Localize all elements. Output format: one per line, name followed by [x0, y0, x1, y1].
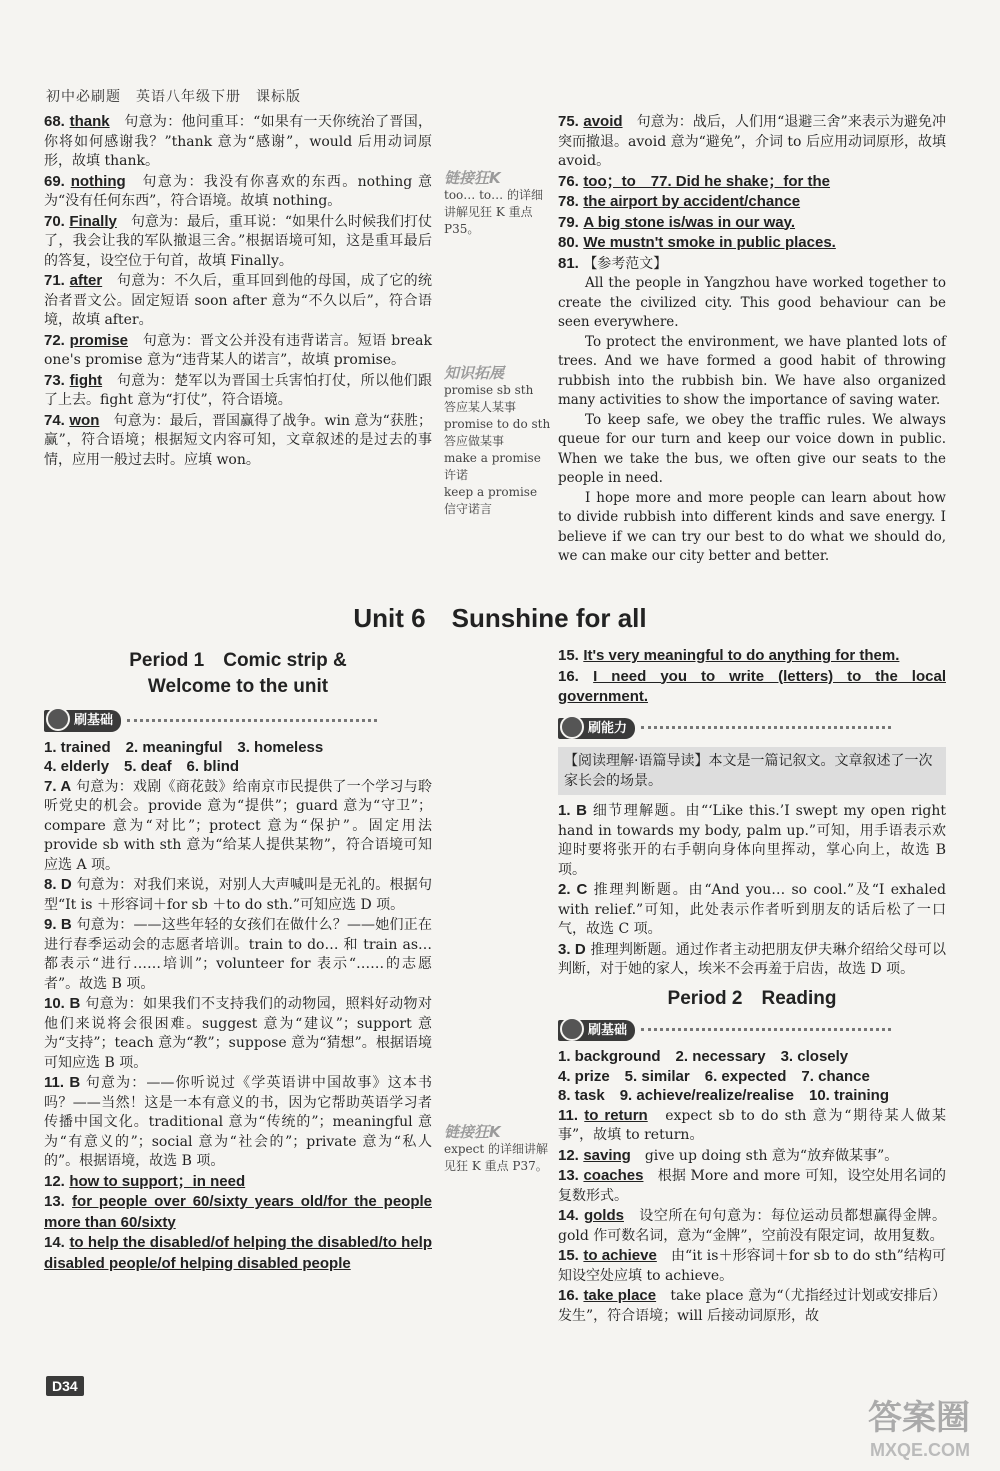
watermark-url: MXQE.COM [869, 1440, 970, 1460]
extension-line: 答应做某事 [444, 434, 505, 448]
item-number: 16. [558, 1287, 579, 1304]
extension-line: make a promise [444, 451, 541, 465]
item-explanation: 句意为：对我们来说，对别人大声喊叫是无礼的。根据句型“It is ＋形容词＋for sb ＋to do sth.”可知应选 D 项。 [44, 877, 433, 913]
answer-item [558, 940, 946, 980]
answer-item [558, 1166, 946, 1206]
item-explanation: 句意为：战后，人们用“退避三舍”来表示为避免冲突而撤退。avoid 意为“避免”，介词 to 后应用动词原形，故填 avoid。 [558, 114, 946, 169]
extension-line: promise sb sth [444, 383, 534, 397]
item-explanation: 句意为：不久后，重耳回到他的母国，成了它的统治者晋文公。固定短语 soon after 意为“不久以后”，符合语境，故填 after。 [44, 273, 433, 328]
left-top-column [44, 112, 432, 470]
item-number: 11. B [44, 1074, 81, 1091]
basic-tag-row [558, 1020, 946, 1042]
item-answer: after [69, 272, 103, 289]
answer-item [558, 1246, 946, 1286]
basic-tag-2 [558, 1020, 635, 1042]
item-answer: thank [69, 113, 110, 130]
item-number: 13. [558, 1167, 579, 1184]
item-answer: the airport by accident/chance [583, 193, 801, 210]
watermark [868, 1399, 970, 1466]
item-explanation: 句意为：——这些年轻的女孩们在做什么？——她们正在进行春季运动会的志愿者培训。train to do… 和 train as… 都表示“进行……培训”；volunteer for 表示“……的志愿者”。故选 B 项。 [44, 917, 432, 992]
short-answers-line: 1. background 2. necessary 3. closely [558, 1048, 849, 1065]
item-number: 10. B [44, 995, 81, 1012]
short-answers-line: 1. trained 2. meaningful 3. homeless [44, 738, 324, 756]
answer-item [558, 1286, 946, 1326]
item-answer: to return [584, 1106, 648, 1124]
answer-item [558, 1106, 946, 1146]
extension-title: 知识拓展 [444, 364, 505, 382]
item-answer: to achieve [583, 1247, 657, 1264]
pen-icon [560, 715, 584, 739]
item-number: 75. [558, 113, 579, 130]
link-k-text-2: expect 的详细讲解见狂 K 重点 P37。 [444, 1142, 549, 1173]
item-explanation: give up doing sth 意为“放弃做某事”。 [644, 1147, 899, 1164]
answer-item [44, 112, 432, 172]
item-answer: won [69, 411, 100, 429]
item-number: 11. [558, 1106, 579, 1124]
answer-item [44, 271, 432, 331]
item-explanation: 设空所在句句意为：每位运动员都想赢得金牌。gold 作可数名词，意为“金牌”，空前没有限定词，故用复数。 [558, 1208, 947, 1244]
watermark-logo: 答案圈 [868, 1399, 970, 1437]
item-number: 14. [44, 1234, 65, 1251]
answer-item [558, 801, 946, 880]
item-number: 15. [558, 1247, 579, 1264]
item-explanation: 句意为：——你听说过《学英语讲中国故事》这本书吗？——当然！这是一本有意义的书，因为它帮助英语学习者传播中国文化。traditional 意为“传统的”；meaningful 意为“有意义的”；social 意为“社会的”；private 意为“私人的”。根据语境，故选 B 项。 [44, 1075, 433, 1169]
item-explanation: 句意为：如果我们不支持我们的动物园，照料好动物对他们来说将会很困难。suggest 意为“建议”；support 意为“支持”；teach 意为“教”；suppose 意为“猜想”。根据语境可知应选 B 项。 [44, 996, 433, 1071]
item-number: 12. [44, 1172, 65, 1190]
item-answer: avoid [583, 113, 623, 130]
essay-paragraph: I hope more and more people can learn about how to divide rubbish into different kinds and save energy. I believe if we can try our best to do what we should do, we can make our city better and better. [558, 489, 946, 564]
essay-paragraph: To protect the environment, we have planted lots of trees. And we have formed a good habit of throwing rubbish into the rubbish bin. We have also organized many activities to show the importance of saving water. [558, 333, 946, 408]
period1-title-line1: Period 1 Comic strip & [129, 650, 347, 671]
answer-item [44, 212, 432, 272]
dotted-divider [641, 1028, 891, 1031]
item-number: 15. [558, 647, 579, 664]
short-answers-line: 8. task 9. achieve/realize/realise 10. training [558, 1087, 890, 1104]
answer-item [44, 1073, 432, 1172]
right-bottom-column [558, 646, 946, 1326]
basic-tag [44, 710, 121, 732]
extension-line: 信守诺言 [444, 502, 493, 516]
right-top-column [558, 112, 946, 567]
item-answer: golds [583, 1207, 624, 1224]
answer-item [558, 112, 946, 172]
running-header: 初中必刷题 英语八年级下册 课标版 [46, 89, 301, 105]
ability-tag [558, 718, 635, 740]
dotted-divider [127, 719, 377, 722]
dotted-divider [641, 726, 891, 729]
sidebar-note-link [444, 170, 552, 238]
answer-item [44, 1233, 432, 1274]
answer-item [558, 213, 946, 234]
item-explanation: 句意为：晋文公并没有违背诺言。短语 break one's promise 意为“违背某人的诺言”，故填 promise。 [44, 332, 433, 368]
item-answer: for people over 60/sixty years old/for the people more than 60/sixty [44, 1193, 432, 1231]
item-answer: fight [69, 371, 103, 389]
answer-item [44, 331, 432, 371]
item-number: 79. [558, 213, 579, 231]
item-answer: too；to 77. Did he shake；for the [583, 172, 831, 190]
item-explanation: take place 意为“（尤指经过计划或安排后）发生”，符合语境；will 后接动词原形，故 [558, 1288, 947, 1324]
item-number: 1. B [558, 802, 587, 819]
item-answer: It's very meaningful to do anything for them. [583, 647, 900, 664]
item-number: 7. A [44, 777, 72, 795]
answer-item [44, 371, 432, 411]
extension-line: 许诺 [444, 468, 469, 482]
short-answers-line: 4. prize 5. similar 6. expected 7. chance [558, 1067, 870, 1085]
unit-title: Unit 6 Sunshine for all [353, 603, 647, 633]
left-bottom-column [44, 648, 432, 1274]
answer-item [558, 192, 946, 213]
item-number: 13. [44, 1193, 65, 1210]
item-explanation: 推理判断题。通过作者主动把朋友伊夫琳介绍给父母可以判断，对于她的家人，埃米不会再羞于启齿，故选 D 项。 [558, 941, 947, 977]
item-answer: Finally [69, 212, 117, 230]
answer-item [558, 172, 946, 193]
extension-line: 答应某人某事 [444, 400, 517, 414]
essay-paragraph: All the people in Yangzhou have worked together to create the civilized city. This good behaviour can be seen everywhere. [558, 275, 946, 330]
item-number: 16. [558, 667, 579, 685]
answer-item [558, 880, 946, 940]
book-icon [46, 707, 70, 731]
item-number: 81. [558, 254, 579, 272]
item-number: 70. [44, 212, 65, 230]
answer-item [44, 172, 432, 212]
page-number: D34 [46, 1376, 84, 1396]
essay-heading [558, 254, 946, 275]
item-answer: nothing [70, 172, 126, 190]
item-explanation: 根据 More and more 可知，设空处用名词的复数形式。 [558, 1168, 946, 1204]
answer-item [44, 777, 432, 876]
item-answer: A big stone is/was in our way. [583, 213, 796, 231]
book-icon [560, 1017, 584, 1041]
answer-item [558, 1146, 946, 1167]
answer-item [44, 915, 432, 994]
item-number: 78. [558, 193, 579, 210]
period1-answers [44, 738, 432, 1275]
item-answer: take place [583, 1287, 657, 1304]
item-answer: I need you to write (letters) to the local government. [558, 667, 946, 705]
item-number: 80. [558, 234, 579, 251]
item-explanation: 句意为：最后，重耳说：“如果什么时候我们打仗了，我会让我的军队撤退三舍。”根据语境可知，这是重耳最后的答复，设空位于句首，故填 Finally。 [44, 213, 433, 269]
item-number: 68. [44, 113, 65, 130]
item-number: 2. C [558, 881, 588, 898]
item-explanation: 句意为：我没有你喜欢的东西。nothing 意为“没有任何东西”，符合语境。故填 nothing。 [44, 173, 433, 209]
item-explanation: expect sb to do sth 意为“期待某人做某事”，故填 to return。 [558, 1107, 946, 1143]
link-k-title: 链接狂K [444, 169, 501, 187]
ability-tag-row [558, 718, 946, 740]
item-number: 12. [558, 1146, 579, 1164]
answer-item [44, 875, 432, 915]
item-explanation: 句意为：他问重耳：“如果有一天你统治了晋国，你将如何感谢我？”thank 意为“感谢”，would 后用动词原形，故填 thank。 [44, 114, 433, 169]
item-number: 69. [44, 172, 65, 190]
basic-tag-label: 刷基础 [588, 1022, 628, 1038]
answer-item [44, 411, 432, 471]
item-explanation: 句意为：楚军以为晋国士兵害怕打仗，所以他们跟了上去。fight 意为“打仗”，符合语境。 [44, 372, 433, 408]
ability-tag-label: 刷能力 [588, 720, 628, 736]
answer-item [558, 1206, 946, 1246]
item-number: 3. D [558, 940, 586, 958]
item-answer: saving [583, 1146, 631, 1164]
period2-title: Period 2 Reading [667, 987, 837, 1009]
item-number: 9. B [44, 916, 72, 933]
item-answer: coaches [583, 1167, 644, 1184]
extension-line: keep a promise [444, 485, 538, 499]
item-number: 71. [44, 272, 65, 289]
item-explanation: 推理判断题。由“And you… so cool.”及“I exhaled with relief.”可知，此处表示作者听到朋友的话后松了一口气，故选 C 项。 [558, 882, 946, 937]
answer-item [44, 1192, 432, 1233]
period1-title-line2: Welcome to the unit [147, 676, 329, 697]
basic-tag-label: 刷基础 [74, 713, 114, 728]
item-number: 8. D [44, 876, 72, 893]
sidebar-note-expect [444, 1124, 552, 1175]
item-number: 73. [44, 371, 65, 389]
item-explanation: 句意为：戏剧《商花鼓》给南京市民提供了一个学习与聆听党史的机会。provide 意为“提供”；guard 意为“守卫”；compare 意为“对比”；protect 意为“保护”。固定用法 provide sb with sth 意为“给某人提供某物”，符合语境可知应选 A 项。 [44, 778, 433, 873]
answer-item [558, 667, 946, 708]
essay-paragraph: To keep safe, we obey the traffic rules. We always queue for our turn and keep our voice down in public. When we take the bus, we often give our seats to the people in need. [558, 411, 946, 486]
item-answer: how to support；in need [69, 1172, 246, 1190]
item-explanation: 细节理解题。由“‘Like this.’I swept my open right hand in towards my body, palm up.”可知，用手语表示欢迎时要将张开的右手朝向身体向里挥动，掌心向上，故选 B 项。 [558, 803, 946, 878]
link-k-text: too… to… 的详细讲解见狂 K 重点 P35。 [444, 188, 543, 236]
extension-line: promise to do sth [444, 417, 551, 431]
item-explanation: 句意为：最后，晋国赢得了战争。win 意为“获胜；赢”，符合语境；根据短文内容可知，文章叙述的是过去的事情，应用一般过去时。应填 won。 [44, 412, 433, 468]
answer-item [44, 1172, 432, 1193]
item-answer: to help the disabled/of helping the disabled/to help disabled people/of helping disabled people [44, 1234, 432, 1272]
essay-label: 【参考范文】 [583, 255, 668, 272]
item-answer: We mustn't smoke in public places. [583, 234, 836, 251]
answer-item [44, 994, 432, 1073]
item-explanation: 由“it is＋形容词＋for sb to do sth”结构可知设空处应填 to achieve。 [558, 1248, 947, 1284]
reading-guide: 【阅读理解·语篇导读】本文是一篇记叙文。文章叙述了一次家长会的场景。 [558, 747, 946, 795]
sidebar-note-extension [444, 365, 552, 518]
answer-item [558, 233, 946, 254]
answer-item [558, 646, 946, 667]
item-number: 74. [44, 411, 65, 429]
item-number: 72. [44, 331, 65, 349]
item-number: 76. [558, 172, 579, 190]
item-answer: promise [69, 331, 129, 349]
short-answers-line: 4. elderly 5. deaf 6. blind [44, 758, 240, 775]
item-number: 14. [558, 1207, 579, 1224]
link-k-title-2: 链接狂K [444, 1123, 501, 1141]
